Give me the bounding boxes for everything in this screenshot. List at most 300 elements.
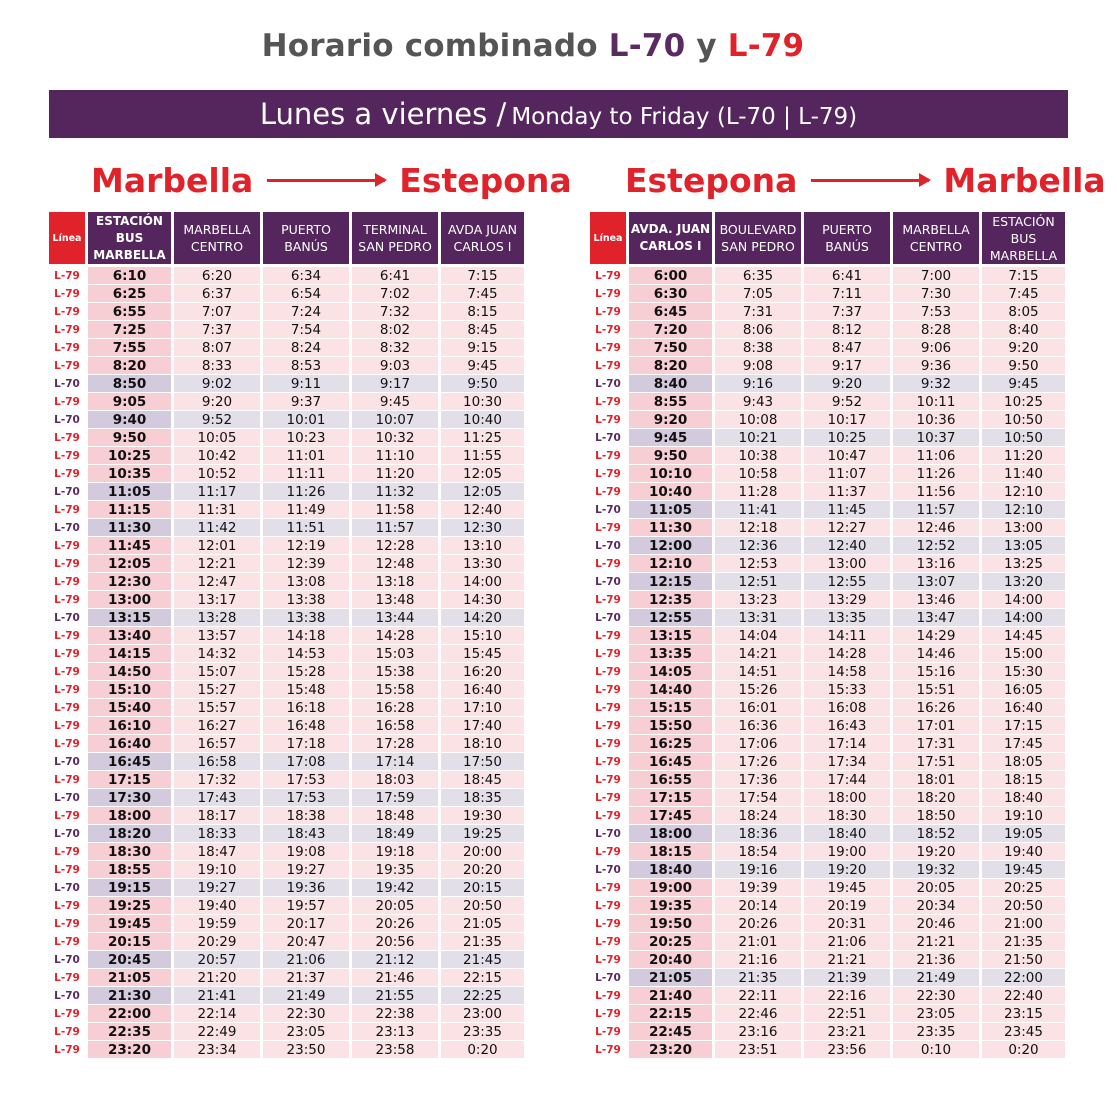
column-header-line: Línea bbox=[590, 212, 626, 264]
line-code-cell: L-79 bbox=[590, 519, 626, 537]
line-code-cell: L-79 bbox=[49, 537, 85, 555]
stop-time-cell: 23:56 bbox=[804, 1041, 890, 1059]
stop-time-cell: 18:01 bbox=[893, 771, 979, 789]
departure-time-cell: 16:45 bbox=[629, 753, 712, 771]
stop-time-cell: 13:00 bbox=[982, 519, 1065, 537]
stop-time-cell: 18:50 bbox=[893, 807, 979, 825]
line-code-cell: L-79 bbox=[590, 411, 626, 429]
stop-time-cell: 8:53 bbox=[263, 357, 349, 375]
stop-time-cell: 8:38 bbox=[715, 339, 801, 357]
line-code-cell: L-70 bbox=[590, 861, 626, 879]
table-row bbox=[49, 591, 524, 609]
stop-time-cell: 10:52 bbox=[174, 465, 260, 483]
stop-time-cell: 7:53 bbox=[893, 303, 979, 321]
stop-time-cell: 21:41 bbox=[174, 987, 260, 1005]
table-row bbox=[49, 825, 524, 843]
stop-time-cell: 12:46 bbox=[893, 519, 979, 537]
stop-time-cell: 15:58 bbox=[352, 681, 438, 699]
stop-time-cell: 21:36 bbox=[893, 951, 979, 969]
line-code-cell: L-79 bbox=[590, 897, 626, 915]
table-row bbox=[590, 411, 1065, 429]
stop-time-cell: 15:51 bbox=[893, 681, 979, 699]
stop-time-cell: 14:51 bbox=[715, 663, 801, 681]
table-row bbox=[49, 519, 524, 537]
line-code-cell: L-79 bbox=[590, 879, 626, 897]
stop-time-cell: 14:53 bbox=[263, 645, 349, 663]
stop-time-cell: 11:42 bbox=[174, 519, 260, 537]
stop-time-cell: 18:10 bbox=[441, 735, 524, 753]
stop-time-cell: 14:00 bbox=[441, 573, 524, 591]
title-line-l79: L-79 bbox=[727, 28, 805, 64]
stop-time-cell: 9:50 bbox=[441, 375, 524, 393]
line-code-cell: L-79 bbox=[49, 555, 85, 573]
stop-time-cell: 18:40 bbox=[804, 825, 890, 843]
line-code-cell: L-79 bbox=[49, 1041, 85, 1059]
stop-time-cell: 11:51 bbox=[263, 519, 349, 537]
stop-time-cell: 14:30 bbox=[441, 591, 524, 609]
stop-time-cell: 8:33 bbox=[174, 357, 260, 375]
table-row bbox=[590, 825, 1065, 843]
stop-time-cell: 13:20 bbox=[982, 573, 1065, 591]
table-row bbox=[590, 285, 1065, 303]
stop-time-cell: 18:00 bbox=[804, 789, 890, 807]
departure-time-cell: 13:00 bbox=[88, 591, 171, 609]
column-header-stop: MARBELLA CENTRO bbox=[893, 212, 979, 264]
stop-time-cell: 14:04 bbox=[715, 627, 801, 645]
stop-time-cell: 13:46 bbox=[893, 591, 979, 609]
stop-time-cell: 22:30 bbox=[263, 1005, 349, 1023]
stop-time-cell: 6:34 bbox=[263, 267, 349, 285]
stop-time-cell: 23:35 bbox=[441, 1023, 524, 1041]
stop-time-cell: 11:55 bbox=[441, 447, 524, 465]
stop-time-cell: 22:14 bbox=[174, 1005, 260, 1023]
departure-time-cell: 20:40 bbox=[629, 951, 712, 969]
table-row bbox=[590, 771, 1065, 789]
stop-time-cell: 8:07 bbox=[174, 339, 260, 357]
stop-time-cell: 14:28 bbox=[804, 645, 890, 663]
line-code-cell: L-70 bbox=[49, 987, 85, 1005]
line-code-cell: L-79 bbox=[590, 303, 626, 321]
line-code-cell: L-70 bbox=[49, 411, 85, 429]
table-row bbox=[49, 303, 524, 321]
column-header-stop: MARBELLA CENTRO bbox=[174, 212, 260, 264]
table-row bbox=[590, 483, 1065, 501]
stop-time-cell: 19:30 bbox=[441, 807, 524, 825]
stop-time-cell: 20:29 bbox=[174, 933, 260, 951]
stop-time-cell: 12:18 bbox=[715, 519, 801, 537]
departure-time-cell: 18:00 bbox=[629, 825, 712, 843]
stop-time-cell: 12:30 bbox=[441, 519, 524, 537]
line-code-cell: L-79 bbox=[49, 573, 85, 591]
table-row bbox=[590, 339, 1065, 357]
departure-time-cell: 9:50 bbox=[88, 429, 171, 447]
stop-time-cell: 13:29 bbox=[804, 591, 890, 609]
table-row bbox=[590, 609, 1065, 627]
stop-time-cell: 22:15 bbox=[441, 969, 524, 987]
stop-time-cell: 7:32 bbox=[352, 303, 438, 321]
stop-time-cell: 19:27 bbox=[174, 879, 260, 897]
line-code-cell: L-79 bbox=[590, 807, 626, 825]
table-row bbox=[590, 321, 1065, 339]
stop-time-cell: 9:20 bbox=[174, 393, 260, 411]
table-row bbox=[49, 735, 524, 753]
line-code-cell: L-79 bbox=[49, 393, 85, 411]
stop-time-cell: 11:25 bbox=[441, 429, 524, 447]
table-row bbox=[49, 393, 524, 411]
stop-time-cell: 17:43 bbox=[174, 789, 260, 807]
departure-time-cell: 19:15 bbox=[88, 879, 171, 897]
stop-time-cell: 18:52 bbox=[893, 825, 979, 843]
stop-time-cell: 7:11 bbox=[804, 285, 890, 303]
left-table-header bbox=[49, 212, 524, 264]
stop-time-cell: 21:35 bbox=[441, 933, 524, 951]
stop-time-cell: 21:55 bbox=[352, 987, 438, 1005]
table-row bbox=[49, 1041, 524, 1059]
stop-time-cell: 20:05 bbox=[893, 879, 979, 897]
stop-time-cell: 12:21 bbox=[174, 555, 260, 573]
banner-sub: Monday to Friday (L-70 | L-79) bbox=[511, 104, 858, 130]
right-route-from: Estepona bbox=[625, 160, 798, 200]
stop-time-cell: 15:48 bbox=[263, 681, 349, 699]
departure-time-cell: 23:20 bbox=[88, 1041, 171, 1059]
table-row bbox=[590, 735, 1065, 753]
departure-time-cell: 16:55 bbox=[629, 771, 712, 789]
stop-time-cell: 15:27 bbox=[174, 681, 260, 699]
line-code-cell: L-79 bbox=[49, 339, 85, 357]
stop-time-cell: 13:23 bbox=[715, 591, 801, 609]
departure-time-cell: 8:20 bbox=[88, 357, 171, 375]
stop-time-cell: 13:30 bbox=[441, 555, 524, 573]
table-row bbox=[49, 663, 524, 681]
stop-time-cell: 10:08 bbox=[715, 411, 801, 429]
right-timetable bbox=[590, 212, 1065, 1059]
table-row bbox=[590, 393, 1065, 411]
stop-time-cell: 23:51 bbox=[715, 1041, 801, 1059]
departure-time-cell: 6:00 bbox=[629, 267, 712, 285]
table-row bbox=[590, 591, 1065, 609]
stop-time-cell: 18:47 bbox=[174, 843, 260, 861]
table-row bbox=[49, 501, 524, 519]
stop-time-cell: 21:35 bbox=[982, 933, 1065, 951]
stop-time-cell: 8:15 bbox=[441, 303, 524, 321]
table-row bbox=[590, 879, 1065, 897]
line-code-cell: L-79 bbox=[49, 897, 85, 915]
table-row bbox=[49, 987, 524, 1005]
stop-time-cell: 7:05 bbox=[715, 285, 801, 303]
line-code-cell: L-79 bbox=[590, 735, 626, 753]
line-code-cell: L-79 bbox=[590, 1023, 626, 1041]
right-route-to: Marbella bbox=[943, 160, 1106, 200]
stop-time-cell: 13:48 bbox=[352, 591, 438, 609]
stop-time-cell: 20:50 bbox=[441, 897, 524, 915]
departure-time-cell: 13:15 bbox=[629, 627, 712, 645]
stop-time-cell: 22:40 bbox=[982, 987, 1065, 1005]
departure-time-cell: 10:25 bbox=[88, 447, 171, 465]
stop-time-cell: 19:00 bbox=[804, 843, 890, 861]
table-row bbox=[590, 699, 1065, 717]
table-row bbox=[590, 987, 1065, 1005]
stop-time-cell: 13:35 bbox=[804, 609, 890, 627]
stop-time-cell: 21:45 bbox=[441, 951, 524, 969]
departure-time-cell: 6:25 bbox=[88, 285, 171, 303]
departure-time-cell: 11:15 bbox=[88, 501, 171, 519]
stop-time-cell: 17:15 bbox=[982, 717, 1065, 735]
stop-time-cell: 0:10 bbox=[893, 1041, 979, 1059]
stop-time-cell: 9:15 bbox=[441, 339, 524, 357]
line-code-cell: L-79 bbox=[49, 843, 85, 861]
stop-time-cell: 17:08 bbox=[263, 753, 349, 771]
table-row bbox=[49, 609, 524, 627]
stop-time-cell: 9:06 bbox=[893, 339, 979, 357]
line-code-cell: L-79 bbox=[49, 969, 85, 987]
stop-time-cell: 9:45 bbox=[982, 375, 1065, 393]
departure-time-cell: 12:00 bbox=[629, 537, 712, 555]
line-code-cell: L-79 bbox=[590, 717, 626, 735]
stop-time-cell: 10:30 bbox=[441, 393, 524, 411]
line-code-cell: L-79 bbox=[590, 681, 626, 699]
stop-time-cell: 16:20 bbox=[441, 663, 524, 681]
stop-time-cell: 10:38 bbox=[715, 447, 801, 465]
stop-time-cell: 10:37 bbox=[893, 429, 979, 447]
line-code-cell: L-79 bbox=[49, 267, 85, 285]
title-prefix: Horario combinado bbox=[261, 28, 598, 64]
table-row bbox=[49, 375, 524, 393]
column-header-stop: PUERTO BANÚS bbox=[263, 212, 349, 264]
stop-time-cell: 11:26 bbox=[263, 483, 349, 501]
stop-time-cell: 8:28 bbox=[893, 321, 979, 339]
stop-time-cell: 20:46 bbox=[893, 915, 979, 933]
right-arrow-icon bbox=[811, 179, 929, 182]
table-row bbox=[590, 897, 1065, 915]
stop-time-cell: 23:45 bbox=[982, 1023, 1065, 1041]
table-row bbox=[590, 267, 1065, 285]
line-code-cell: L-70 bbox=[590, 825, 626, 843]
stop-time-cell: 20:26 bbox=[352, 915, 438, 933]
table-row bbox=[49, 1005, 524, 1023]
table-row bbox=[590, 753, 1065, 771]
column-header-stop: ESTACIÓN BUS MARBELLA bbox=[982, 212, 1065, 264]
table-row bbox=[590, 807, 1065, 825]
departure-time-cell: 12:05 bbox=[88, 555, 171, 573]
stop-time-cell: 21:46 bbox=[352, 969, 438, 987]
line-code-cell: L-79 bbox=[590, 843, 626, 861]
departure-time-cell: 20:25 bbox=[629, 933, 712, 951]
stop-time-cell: 20:57 bbox=[174, 951, 260, 969]
departure-time-cell: 23:20 bbox=[629, 1041, 712, 1059]
stop-time-cell: 21:49 bbox=[893, 969, 979, 987]
stop-time-cell: 19:20 bbox=[804, 861, 890, 879]
stop-time-cell: 12:39 bbox=[263, 555, 349, 573]
stop-time-cell: 18:49 bbox=[352, 825, 438, 843]
stop-time-cell: 12:40 bbox=[441, 501, 524, 519]
stop-time-cell: 19:42 bbox=[352, 879, 438, 897]
line-code-cell: L-79 bbox=[590, 1041, 626, 1059]
line-code-cell: L-79 bbox=[590, 771, 626, 789]
table-row bbox=[49, 897, 524, 915]
stop-time-cell: 9:52 bbox=[804, 393, 890, 411]
stop-time-cell: 21:39 bbox=[804, 969, 890, 987]
line-code-cell: L-70 bbox=[49, 375, 85, 393]
line-code-cell: L-79 bbox=[590, 465, 626, 483]
stop-time-cell: 15:10 bbox=[441, 627, 524, 645]
stop-time-cell: 22:16 bbox=[804, 987, 890, 1005]
departure-time-cell: 15:10 bbox=[88, 681, 171, 699]
table-row bbox=[49, 681, 524, 699]
stop-time-cell: 13:00 bbox=[804, 555, 890, 573]
line-code-cell: L-79 bbox=[49, 681, 85, 699]
stop-time-cell: 18:05 bbox=[982, 753, 1065, 771]
table-row bbox=[49, 285, 524, 303]
stop-time-cell: 17:50 bbox=[441, 753, 524, 771]
stop-time-cell: 20:19 bbox=[804, 897, 890, 915]
stop-time-cell: 18:15 bbox=[982, 771, 1065, 789]
stop-time-cell: 10:40 bbox=[441, 411, 524, 429]
stop-time-cell: 22:11 bbox=[715, 987, 801, 1005]
stop-time-cell: 10:23 bbox=[263, 429, 349, 447]
stop-time-cell: 9:32 bbox=[893, 375, 979, 393]
stop-time-cell: 21:20 bbox=[174, 969, 260, 987]
departure-time-cell: 15:15 bbox=[629, 699, 712, 717]
stop-time-cell: 6:41 bbox=[352, 267, 438, 285]
line-code-cell: L-79 bbox=[590, 951, 626, 969]
stop-time-cell: 7:45 bbox=[982, 285, 1065, 303]
stop-time-cell: 14:32 bbox=[174, 645, 260, 663]
stop-time-cell: 14:00 bbox=[982, 591, 1065, 609]
stop-time-cell: 7:24 bbox=[263, 303, 349, 321]
stop-time-cell: 12:10 bbox=[982, 483, 1065, 501]
stop-time-cell: 10:50 bbox=[982, 429, 1065, 447]
stop-time-cell: 23:15 bbox=[982, 1005, 1065, 1023]
stop-time-cell: 0:20 bbox=[441, 1041, 524, 1059]
stop-time-cell: 21:12 bbox=[352, 951, 438, 969]
table-row bbox=[590, 357, 1065, 375]
stop-time-cell: 9:43 bbox=[715, 393, 801, 411]
stop-time-cell: 9:50 bbox=[982, 357, 1065, 375]
stop-time-cell: 19:18 bbox=[352, 843, 438, 861]
stop-time-cell: 16:43 bbox=[804, 717, 890, 735]
line-code-cell: L-79 bbox=[49, 735, 85, 753]
line-code-cell: L-79 bbox=[590, 555, 626, 573]
stop-time-cell: 12:48 bbox=[352, 555, 438, 573]
stop-time-cell: 17:34 bbox=[804, 753, 890, 771]
stop-time-cell: 9:20 bbox=[982, 339, 1065, 357]
stop-time-cell: 8:06 bbox=[715, 321, 801, 339]
stop-time-cell: 7:37 bbox=[174, 321, 260, 339]
stop-time-cell: 10:25 bbox=[804, 429, 890, 447]
line-code-cell: L-79 bbox=[590, 663, 626, 681]
stop-time-cell: 11:58 bbox=[352, 501, 438, 519]
stop-time-cell: 7:30 bbox=[893, 285, 979, 303]
stop-time-cell: 16:48 bbox=[263, 717, 349, 735]
departure-time-cell: 13:15 bbox=[88, 609, 171, 627]
table-row bbox=[590, 915, 1065, 933]
stop-time-cell: 11:57 bbox=[893, 501, 979, 519]
stop-time-cell: 9:20 bbox=[804, 375, 890, 393]
table-row bbox=[590, 573, 1065, 591]
departure-time-cell: 16:40 bbox=[88, 735, 171, 753]
right-route-heading bbox=[625, 158, 1106, 202]
left-timetable bbox=[49, 212, 524, 1059]
line-code-cell: L-79 bbox=[49, 933, 85, 951]
stop-time-cell: 8:05 bbox=[982, 303, 1065, 321]
stop-time-cell: 23:16 bbox=[715, 1023, 801, 1041]
departure-time-cell: 10:40 bbox=[629, 483, 712, 501]
stop-time-cell: 16:57 bbox=[174, 735, 260, 753]
departure-time-cell: 11:30 bbox=[88, 519, 171, 537]
stop-time-cell: 12:36 bbox=[715, 537, 801, 555]
days-banner bbox=[49, 90, 1068, 138]
stop-time-cell: 11:06 bbox=[893, 447, 979, 465]
stop-time-cell: 17:54 bbox=[715, 789, 801, 807]
stop-time-cell: 11:17 bbox=[174, 483, 260, 501]
stop-time-cell: 9:02 bbox=[174, 375, 260, 393]
table-row bbox=[49, 951, 524, 969]
line-code-cell: L-79 bbox=[49, 303, 85, 321]
stop-time-cell: 11:57 bbox=[352, 519, 438, 537]
stop-time-cell: 9:36 bbox=[893, 357, 979, 375]
stop-time-cell: 10:47 bbox=[804, 447, 890, 465]
stop-time-cell: 9:17 bbox=[804, 357, 890, 375]
right-table-header bbox=[590, 212, 1065, 264]
table-row bbox=[590, 663, 1065, 681]
stop-time-cell: 10:05 bbox=[174, 429, 260, 447]
table-row bbox=[49, 753, 524, 771]
stop-time-cell: 16:40 bbox=[982, 699, 1065, 717]
stop-time-cell: 15:03 bbox=[352, 645, 438, 663]
stop-time-cell: 6:20 bbox=[174, 267, 260, 285]
stop-time-cell: 23:05 bbox=[893, 1005, 979, 1023]
stop-time-cell: 9:37 bbox=[263, 393, 349, 411]
table-row bbox=[49, 465, 524, 483]
stop-time-cell: 22:25 bbox=[441, 987, 524, 1005]
stop-time-cell: 13:31 bbox=[715, 609, 801, 627]
line-code-cell: L-79 bbox=[590, 627, 626, 645]
table-row bbox=[49, 789, 524, 807]
stop-time-cell: 10:32 bbox=[352, 429, 438, 447]
stop-time-cell: 21:49 bbox=[263, 987, 349, 1005]
stop-time-cell: 19:10 bbox=[174, 861, 260, 879]
line-code-cell: L-79 bbox=[590, 645, 626, 663]
stop-time-cell: 8:02 bbox=[352, 321, 438, 339]
stop-time-cell: 6:35 bbox=[715, 267, 801, 285]
stop-time-cell: 10:25 bbox=[982, 393, 1065, 411]
line-code-cell: L-70 bbox=[590, 375, 626, 393]
stop-time-cell: 20:56 bbox=[352, 933, 438, 951]
stop-time-cell: 12:05 bbox=[441, 465, 524, 483]
stop-time-cell: 13:57 bbox=[174, 627, 260, 645]
stop-time-cell: 11:56 bbox=[893, 483, 979, 501]
table-row bbox=[590, 519, 1065, 537]
table-row bbox=[590, 537, 1065, 555]
stop-time-cell: 18:24 bbox=[715, 807, 801, 825]
stop-time-cell: 14:28 bbox=[352, 627, 438, 645]
stop-time-cell: 13:18 bbox=[352, 573, 438, 591]
line-code-cell: L-79 bbox=[590, 321, 626, 339]
line-code-cell: L-70 bbox=[590, 609, 626, 627]
departure-time-cell: 20:15 bbox=[88, 933, 171, 951]
stop-time-cell: 17:53 bbox=[263, 789, 349, 807]
departure-time-cell: 8:20 bbox=[629, 357, 712, 375]
stop-time-cell: 11:37 bbox=[804, 483, 890, 501]
stop-time-cell: 16:18 bbox=[263, 699, 349, 717]
departure-time-cell: 18:55 bbox=[88, 861, 171, 879]
stop-time-cell: 21:37 bbox=[263, 969, 349, 987]
table-row bbox=[590, 465, 1065, 483]
stop-time-cell: 19:35 bbox=[352, 861, 438, 879]
table-row bbox=[49, 321, 524, 339]
departure-time-cell: 12:55 bbox=[629, 609, 712, 627]
line-code-cell: L-79 bbox=[590, 591, 626, 609]
